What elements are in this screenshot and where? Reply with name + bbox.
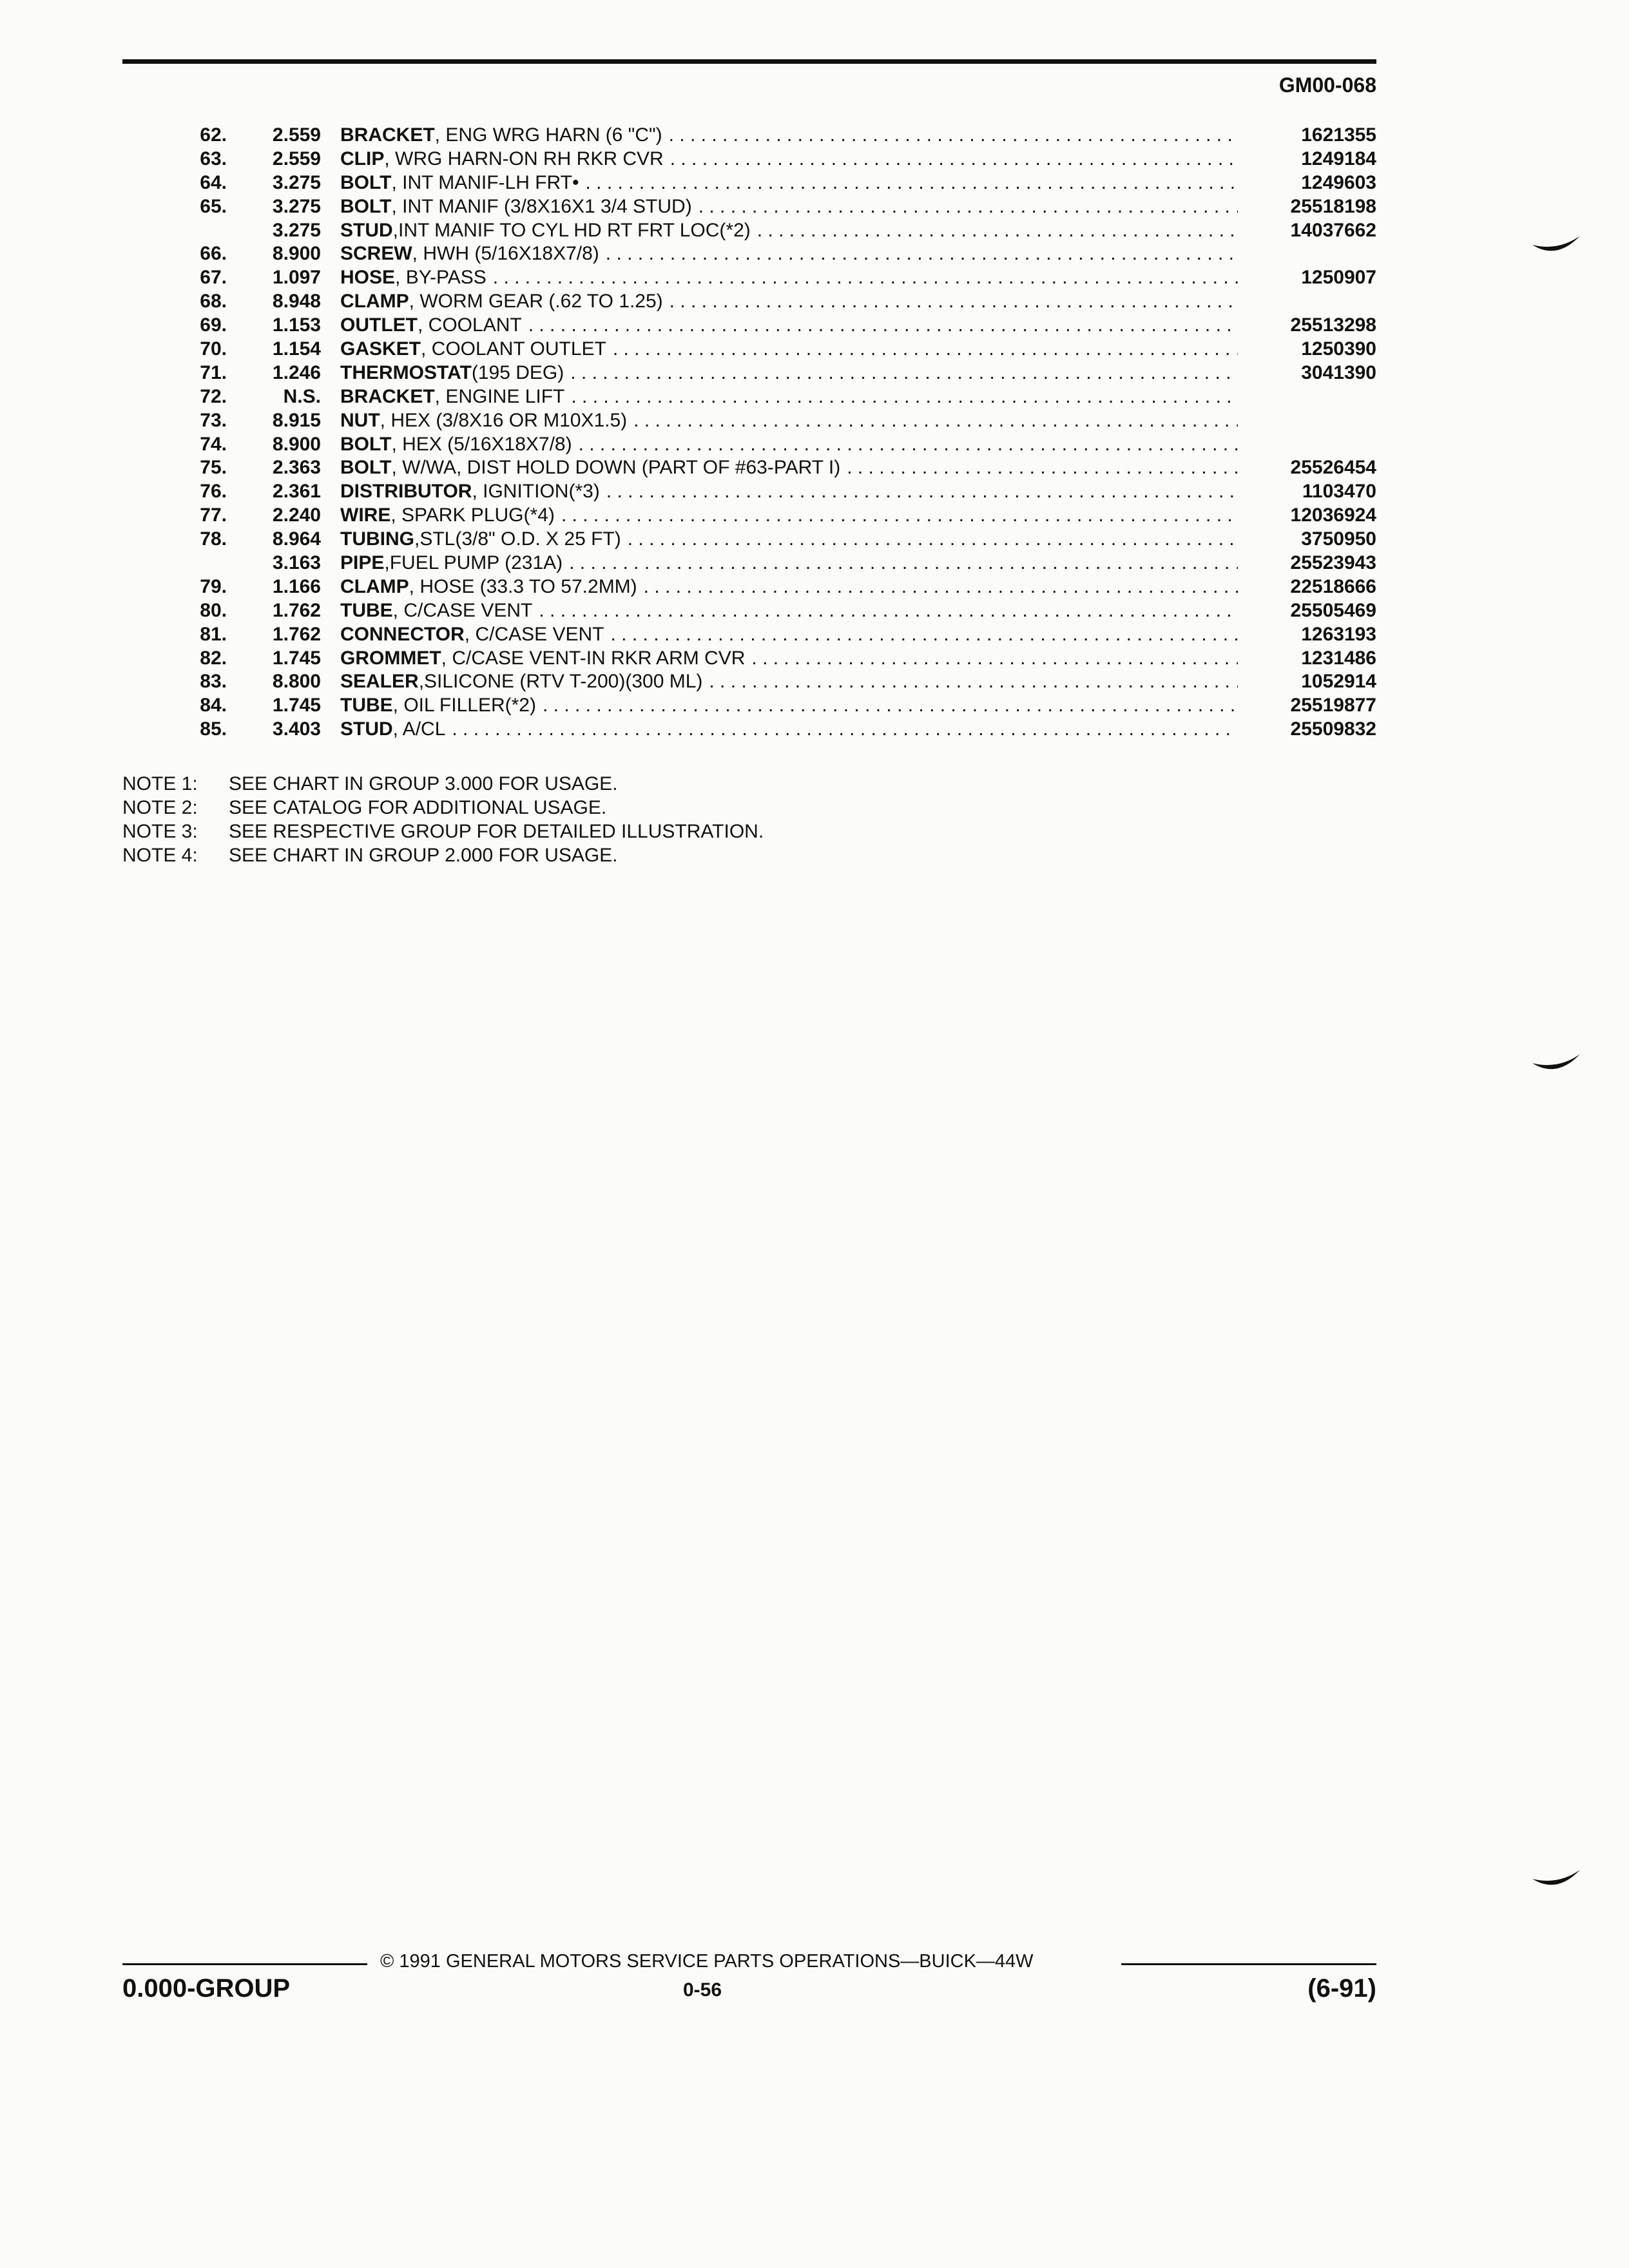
part-detail: ,SILICONE (RTV T-200)(300 ML) — [418, 671, 703, 693]
part-name: THERMOSTAT — [340, 361, 472, 383]
part-row — [122, 124, 1376, 148]
group-number: 2.361 — [272, 481, 321, 503]
note-text: SEE RESPECTIVE GROUP FOR DETAILED ILLUSTRATION. — [229, 821, 764, 842]
part-detail: , COOLANT OUTLET — [421, 338, 606, 360]
reference-number: 72. — [200, 385, 227, 407]
part-description — [340, 599, 1238, 623]
part-row — [122, 314, 1376, 338]
parts-list — [122, 124, 1376, 742]
part-row — [122, 552, 1376, 575]
leader-dots — [532, 599, 1238, 623]
reference-number: 64. — [200, 171, 227, 193]
reference-number: 65. — [200, 195, 227, 217]
part-name: DISTRIBUTOR — [340, 481, 472, 503]
part-detail: , INT MANIF (3/8X16X1 3/4 STUD) — [391, 195, 692, 217]
leader-dots — [702, 670, 1238, 694]
leader-dots — [606, 338, 1238, 361]
group-number: 1.097 — [272, 267, 321, 289]
reference-number: 82. — [200, 647, 227, 669]
leader-dots — [692, 195, 1238, 219]
part-detail: , OIL FILLER(*2) — [392, 695, 536, 716]
part-name: NUT — [340, 409, 380, 431]
part-description — [340, 718, 1238, 742]
part-row — [122, 195, 1376, 219]
group-number: 8.964 — [272, 528, 321, 550]
part-number: 25526454 — [1290, 457, 1376, 479]
part-row — [122, 266, 1376, 290]
part-description — [340, 575, 1238, 599]
group-number: 8.900 — [272, 433, 321, 455]
part-row — [122, 647, 1376, 671]
date-code: (6-91) — [1307, 1974, 1376, 2003]
part-row — [122, 456, 1376, 480]
part-row — [122, 361, 1376, 385]
part-description — [340, 148, 1238, 171]
group-number: 2.559 — [272, 124, 321, 146]
part-row — [122, 694, 1376, 718]
part-name: TUBE — [340, 599, 393, 621]
reference-number: 62. — [200, 124, 227, 146]
part-name: SEALER — [340, 671, 419, 693]
note-text: SEE CHART IN GROUP 3.000 FOR USAGE. — [229, 773, 618, 794]
part-number: 3750950 — [1301, 528, 1376, 550]
group-number: 8.915 — [272, 409, 321, 431]
part-name: PIPE — [340, 552, 385, 574]
notes-section — [122, 772, 764, 867]
part-name: SCREW — [340, 243, 412, 265]
part-detail: , C/CASE VENT — [464, 623, 604, 645]
part-number: 1263193 — [1301, 623, 1376, 645]
leader-dots — [564, 385, 1238, 409]
reference-number: 70. — [200, 338, 227, 360]
leader-dots — [445, 718, 1238, 742]
part-detail: , A/CL — [392, 718, 446, 740]
reference-number: 63. — [200, 148, 227, 169]
part-detail: ,FUEL PUMP (231A) — [384, 552, 563, 574]
part-number: 25519877 — [1290, 695, 1376, 716]
part-name: STUD — [340, 718, 393, 740]
group-number: 3.275 — [272, 219, 321, 241]
document-code: GM00-068 — [1278, 73, 1376, 97]
part-row — [122, 148, 1376, 171]
part-number: 1103470 — [1302, 481, 1376, 503]
note-text: SEE CHART IN GROUP 2.000 FOR USAGE. — [229, 845, 618, 866]
note-tag: NOTE 4: — [122, 845, 198, 866]
note-tag: NOTE 1: — [122, 773, 198, 794]
part-name: CLIP — [340, 148, 385, 169]
part-description — [340, 266, 1238, 290]
reference-number: 79. — [200, 575, 227, 597]
group-number: N.S. — [283, 385, 321, 407]
leader-dots — [664, 148, 1238, 171]
part-detail: , HEX (5/16X18X7/8) — [391, 433, 572, 455]
part-number: 25509832 — [1290, 718, 1376, 740]
leader-dots — [599, 242, 1238, 266]
part-number: 22518666 — [1290, 575, 1376, 597]
part-row — [122, 219, 1376, 243]
part-name: BOLT — [340, 457, 392, 479]
part-number: 1621355 — [1301, 124, 1376, 146]
leader-dots — [745, 647, 1238, 671]
part-detail: , HEX (3/8X16 OR M10X1.5) — [380, 409, 628, 431]
part-description — [340, 361, 1238, 385]
group-number: 2.363 — [272, 457, 321, 479]
group-number: 1.745 — [272, 647, 321, 669]
part-number: 1250907 — [1301, 267, 1376, 289]
group-number: 1.762 — [272, 599, 321, 621]
reference-number: 81. — [200, 623, 227, 645]
reference-number: 73. — [200, 409, 227, 431]
group-number: 1.153 — [272, 314, 321, 336]
part-name: GROMMET — [340, 647, 441, 669]
leader-dots — [604, 623, 1238, 647]
leader-dots — [522, 314, 1238, 338]
note-line — [122, 796, 764, 820]
part-description — [340, 242, 1238, 266]
part-number: 1250390 — [1301, 338, 1376, 360]
footer-rule-right — [1121, 1963, 1376, 1965]
binder-hole-mark — [1531, 1867, 1581, 1893]
page-number: 0-56 — [683, 1979, 722, 2001]
leader-dots — [751, 219, 1238, 243]
part-description — [340, 528, 1238, 552]
part-name: BRACKET — [340, 124, 435, 146]
group-number: 3.163 — [272, 552, 321, 574]
part-name: STUD — [340, 219, 393, 241]
part-name: BRACKET — [340, 385, 435, 407]
copyright-line: © 1991 GENERAL MOTORS SERVICE PARTS OPERATIONS—BUICK—44W — [380, 1951, 1034, 1972]
part-number: 1249184 — [1301, 148, 1376, 169]
part-row — [122, 480, 1376, 504]
part-detail: (195 DEG) — [471, 361, 564, 383]
part-row — [122, 575, 1376, 599]
part-name: CLAMP — [340, 575, 409, 597]
part-detail: , HOSE (33.3 TO 57.2MM) — [409, 575, 637, 597]
part-description — [340, 314, 1238, 338]
group-number: 3.275 — [272, 195, 321, 217]
part-detail: , C/CASE VENT — [392, 599, 533, 621]
top-rule — [122, 59, 1376, 64]
binder-hole-mark — [1531, 1052, 1581, 1077]
reference-number: 67. — [200, 267, 227, 289]
part-description — [340, 290, 1238, 314]
part-number: 1231486 — [1301, 647, 1376, 669]
leader-dots — [572, 433, 1238, 457]
part-description — [340, 124, 1238, 148]
part-row — [122, 433, 1376, 457]
part-detail: , C/CASE VENT-IN RKR ARM CVR — [441, 647, 746, 669]
part-detail: , SPARK PLUG(*4) — [390, 505, 555, 526]
reference-number: 76. — [200, 481, 227, 503]
part-row — [122, 385, 1376, 409]
note-line — [122, 843, 764, 867]
group-number: 1.762 — [272, 623, 321, 645]
part-description — [340, 171, 1238, 195]
part-name: HOSE — [340, 267, 396, 289]
part-name: WIRE — [340, 505, 391, 526]
group-number: 3.275 — [272, 171, 321, 193]
group-number: 1.745 — [272, 695, 321, 716]
group-number: 2.559 — [272, 148, 321, 169]
part-number: 25505469 — [1290, 599, 1376, 621]
part-description — [340, 623, 1238, 647]
part-description — [340, 504, 1238, 528]
part-description — [340, 456, 1238, 480]
leader-dots — [662, 124, 1238, 148]
part-name: CLAMP — [340, 291, 409, 312]
note-line — [122, 820, 764, 843]
part-name: OUTLET — [340, 314, 418, 336]
part-name: GASKET — [340, 338, 421, 360]
part-name: BOLT — [340, 195, 392, 217]
reference-number: 74. — [200, 433, 227, 455]
part-detail: , ENGINE LIFT — [434, 385, 565, 407]
part-detail: , IGNITION(*3) — [472, 481, 600, 503]
part-row — [122, 599, 1376, 623]
leader-dots — [600, 480, 1238, 504]
binder-hole-mark — [1531, 233, 1581, 259]
part-row — [122, 338, 1376, 361]
part-number: 25518198 — [1290, 195, 1376, 217]
part-description — [340, 195, 1238, 219]
leader-dots — [627, 409, 1238, 433]
footer-rule-left — [122, 1963, 367, 1965]
reference-number: 78. — [200, 528, 227, 550]
part-detail: ,STL(3/8" O.D. X 25 FT) — [414, 528, 621, 550]
leader-dots — [637, 575, 1238, 599]
group-number: 8.800 — [272, 671, 321, 693]
part-number: 25513298 — [1290, 314, 1376, 336]
part-description — [340, 694, 1238, 718]
part-detail: ,INT MANIF TO CYL HD RT FRT LOC(*2) — [392, 219, 751, 241]
leader-dots — [555, 504, 1238, 528]
part-number: 1249603 — [1301, 171, 1376, 193]
part-description — [340, 670, 1238, 694]
part-name: CONNECTOR — [340, 623, 465, 645]
part-name: BOLT — [340, 171, 392, 193]
group-number: 8.948 — [272, 291, 321, 312]
leader-dots — [536, 694, 1238, 718]
part-row — [122, 290, 1376, 314]
part-row — [122, 242, 1376, 266]
part-detail: , W/WA, DIST HOLD DOWN (PART OF #63-PART I) — [391, 457, 841, 479]
group-number: 1.154 — [272, 338, 321, 360]
leader-dots — [579, 171, 1238, 195]
part-detail: , COOLANT — [418, 314, 522, 336]
leader-dots — [564, 361, 1238, 385]
part-row — [122, 670, 1376, 694]
leader-dots — [621, 528, 1238, 552]
part-description — [340, 338, 1238, 361]
part-number: 14037662 — [1290, 219, 1376, 241]
reference-number: 85. — [200, 718, 227, 740]
reference-number: 77. — [200, 505, 227, 526]
part-detail: , ENG WRG HARN (6 "C") — [434, 124, 662, 146]
part-row — [122, 718, 1376, 742]
leader-dots — [563, 552, 1238, 575]
part-detail: , WORM GEAR (.62 TO 1.25) — [409, 291, 663, 312]
part-detail: , WRG HARN-ON RH RKR CVR — [384, 148, 664, 169]
part-row — [122, 623, 1376, 647]
part-row — [122, 528, 1376, 552]
part-detail: , BY-PASS — [395, 267, 487, 289]
group-number: 8.900 — [272, 243, 321, 265]
part-description — [340, 433, 1238, 457]
part-number: 12036924 — [1290, 505, 1376, 526]
group-number: 1.246 — [272, 361, 321, 383]
reference-number: 80. — [200, 599, 227, 621]
reference-number: 69. — [200, 314, 227, 336]
part-number: 3041390 — [1301, 361, 1376, 383]
part-description — [340, 219, 1238, 243]
part-name: BOLT — [340, 433, 392, 455]
group-label: 0.000-GROUP — [122, 1974, 291, 2003]
note-text: SEE CATALOG FOR ADDITIONAL USAGE. — [229, 797, 607, 818]
reference-number: 66. — [200, 243, 227, 265]
note-tag: NOTE 2: — [122, 797, 198, 818]
part-detail: , HWH (5/16X18X7/8) — [412, 243, 599, 265]
part-name: TUBE — [340, 695, 393, 716]
note-line — [122, 772, 764, 796]
part-number: 1052914 — [1301, 671, 1376, 693]
part-row — [122, 171, 1376, 195]
part-description — [340, 480, 1238, 504]
leader-dots — [487, 266, 1238, 290]
part-name: TUBING — [340, 528, 414, 550]
part-description — [340, 385, 1238, 409]
part-number: 25523943 — [1290, 552, 1376, 574]
note-tag: NOTE 3: — [122, 821, 198, 842]
group-number: 2.240 — [272, 505, 321, 526]
reference-number: 84. — [200, 695, 227, 716]
part-description — [340, 552, 1238, 575]
group-number: 3.403 — [272, 718, 321, 740]
leader-dots — [663, 290, 1238, 314]
part-row — [122, 409, 1376, 433]
reference-number: 71. — [200, 361, 227, 383]
group-number: 1.166 — [272, 575, 321, 597]
part-description — [340, 647, 1238, 671]
leader-dots — [840, 456, 1238, 480]
part-row — [122, 504, 1376, 528]
reference-number: 68. — [200, 291, 227, 312]
reference-number: 75. — [200, 457, 227, 479]
part-detail: , INT MANIF-LH FRT• — [391, 171, 579, 193]
reference-number: 83. — [200, 671, 227, 693]
part-description — [340, 409, 1238, 433]
